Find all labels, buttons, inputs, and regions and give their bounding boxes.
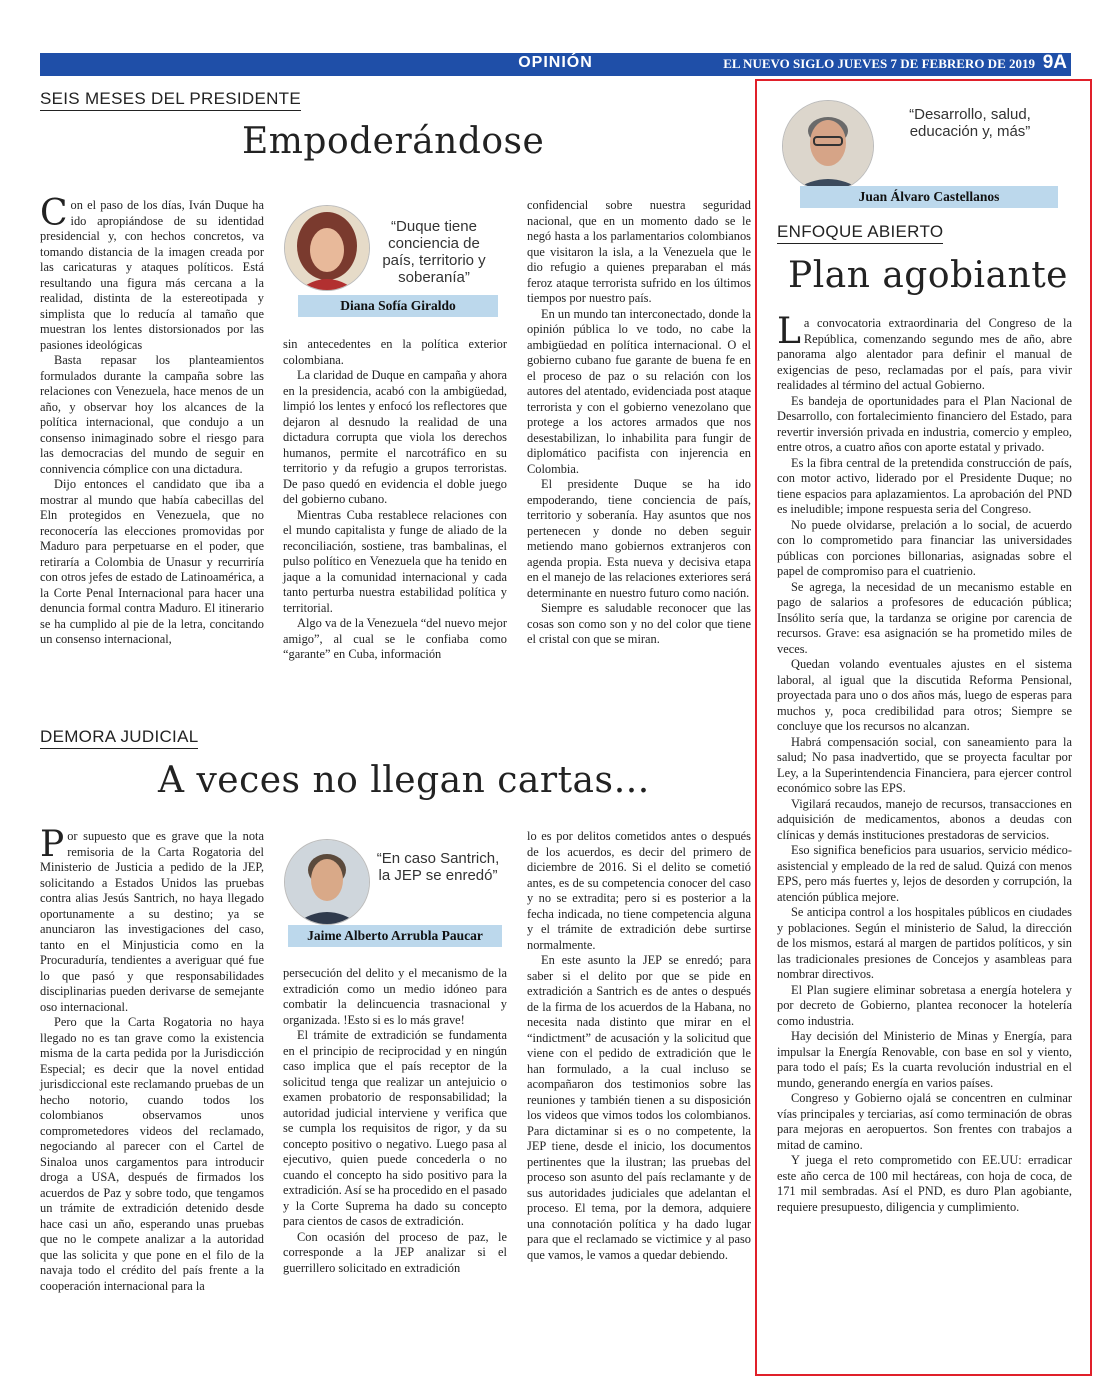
paragraph: persecución del delito y el mecanismo de la extradición como un medio idóneo para combatir la delincuencia trasnacional y organizada. !Esto si es lo más grave! [283,966,507,1027]
paragraph: Basta repasar los planteamientos formulados durante la campaña sobre las relaciones con Venezuela, hace menos de un año, y observar hoy los alcances de la política internacional, que condujo a un consenso inimaginado sobre el riesgo para las democracias del mundo de seguir en connivencia cómplice con una dictadura. [40,353,264,476]
paragraph: lo es por delitos cometidos antes o después de los acuerdos, es decir del primero de diciembre de 2016. Si el delito se cometió antes, es de su competencia conocer del caso y no se extradita; pero si es posterior a la fecha indicada, no tiene competencia alguna y el trámite de extradición debe surtirse normalmente. [527,829,751,952]
paragraph: Siempre es saludable reconocer que las cosas son como son y no del color que tiene el cristal con que se miran. [527,601,751,646]
article3-headline: Plan agobiante [788,255,1068,296]
paragraph: Habrá compensación social, con saneamiento para la salud; No pasa inadvertido, que se proyecta facultar por Ley, a la Superintendencia Financiera, para ejercer control económico sobre las EPS. [777,734,1072,795]
paragraph: Algo va de la Venezuela “del nuevo mejor amigo”, al cual se le confiaba como “garante” en Cuba, información [283,616,507,661]
article2-column-1 [40,824,264,1294]
section-header-bar [40,53,1071,76]
article1-quote-box [284,202,500,318]
article1-kicker: SEIS MESES DEL PRESIDENTE [40,89,301,111]
paragraph: Pero que la Carta Rogatoria no haya llegado no es tan grave como la existencia misma de la carta pedida por la Jurisdicción Especial; es decir que la novel entidad jurisdiccional este reclamando pruebas de un hecho notorio, cuando todos los colombianos observamos unos comprometedores videos del reclamado, negociando al parecer con el Cartel de Sinaloa unos cargamentos para introducir droga a USA, después de firmados los acuerdos de Paz y sobre todo, que tengamos un trámite de extradición detenido desde hace casi un año, esperando unas pruebas que no le compete analizar a la autoridad que las solicita y que pone en el filo de la navaja todo el crédito del país frente a la cooperación internacional para la [40,1015,264,1293]
paragraph: a convocatoria extraordinaria del Congreso de la República, comenzando segundo mes de año, abre panorama algo alentador para definir el manual de exigencias de peso, reclamadas por el país, para vivir realidades al término del actual Gobierno. [777,316,1072,392]
author-photo [782,100,874,192]
author-photo [284,205,370,291]
paragraph: Congreso y Gobierno ojalá se concentren en culminar vías principales y terciarias, así como terminación de obras para mejoras en aeropuertos. Son frentes con trabajos a mitad de camino. [777,1091,1072,1152]
article2-quote-box [284,836,504,948]
article1-column-2 [283,337,507,663]
paragraph: Con ocasión del proceso de paz, le corresponde a la JEP analizar si el guerrillero solicitado en extradición [283,1229,507,1275]
author-name: Diana Sofía Giraldo [298,295,498,317]
article2-kicker: DEMORA JUDICIAL [40,727,198,749]
paragraph: En un mundo tan interconectado, donde la opinión pública lo ve todo, no cabe la ambigüedad en política internacional. O el gobierno cubano fue garante de buena fe en el proceso de paz o su relación con los autores del atentado, evidenciada post ataque terrorista y con el gobierno venezolano que protege a los actores armados que nos desestabilizan, lo inhabilita para fungir de diplomático pacifista con injerencia en Colombia. [527,306,751,476]
pull-quote: “Desarrollo, salud, educación y, más” [909,106,1031,140]
paragraph: Y juega el reto comprometido con EE.UU: erradicar este año cerca de 100 mil hectáreas, con hoja de coca, de 171 mil sembradas. Así el PND, es duro Plan agobiante, requiere presupuesto, diligencia y cumplimiento. [777,1153,1072,1214]
pull-quote: “En caso Santrich, la JEP se enredó” [376,850,500,884]
article2-column-2 [283,966,507,1276]
section-title: OPINIÓN [518,54,593,71]
paragraph: Quedan volando eventuales ajustes en el sistema laboral, al igual que la discutida Reforma Pensional, proyectada para uno o dos años más, luego de esperas para muchos y, poca credibilidad para otros; Siempre se concluye que los recursos no alcanzan. [777,657,1072,733]
paragraph: Es la fibra central de la pretendida construcción de país, con motor activo, liderado por el Presidente Duque; no tiene espacios para aplazamientos. La aprobación del PND es ineludible; impone respuesta seria del Congreso. [777,455,1072,516]
newspaper-date-line: EL NUEVO SIGLO JUEVES 7 DE FEBRERO DE 2019 [723,56,1035,71]
page-number: 9A [1042,52,1067,73]
paragraph: Eso significa beneficios para usuarios, servicio médico-asistencial y empleado de la red de salud. Quizá con menos EPS, pero más fuertes y, lejos de desorden y corrupción, la atención pública mejore. [777,843,1072,904]
paragraph: sin antecedentes en la política exterior colombiana. [283,337,507,367]
paragraph: Se anticipa control a los hospitales públicos en ciudades y poblaciones. Según el ministerio de Salud, la dirección de los mismos, estará al margen de partidos políticos, y sin las tradicionales presiones de Concejos y asambleas para nombrar directivos. [777,905,1072,981]
article3-kicker: ENFOQUE ABIERTO [777,222,943,244]
article1-column-1 [40,193,264,648]
paragraph: El Plan sugiere eliminar sobretasa a energía hotelera y por decreto de Gobierno, plantea reconocer la hotelería como industria. [777,982,1072,1028]
paragraph: Mientras Cuba restablece relaciones con el mundo capitalista y funge de aliado de la reconciliación, sostiene, tras bambalinas, el pulso político en Venezuela que ha tenido en jaque a la comunidad internacional y cada tanto perturba nuestra estabilidad política y territorial. [283,507,507,615]
paragraph: La claridad de Duque en campaña y ahora en la presidencia, acabó con la ambigüedad, limpió los lentes y enfocó los reflectores que dejaron al desnudo la realidad de una dictadura corrupta que viola los derechos humanos, permite el narcotráfico en su territorio y da refugio a grupos terroristas. De paso quedó en evidencia el doble juego del gobierno cubano. [283,368,507,506]
paragraph: El presidente Duque se ha ido empoderando, tiene conciencia de país, territorio y soberanía. Hay asuntos que nos pertenecen y donde no deben seguir metiendo mano gobiernos extranjeros con agenda propia. Esta nueva y decisiva etapa en el manejo de las relaciones exteriores será determinante en nuestro futuro como nación. [527,477,751,600]
author-name: Jaime Alberto Arrubla Paucar [288,925,502,947]
paragraph: confidencial sobre nuestra seguridad nacional, que en un momento dado se le negó hasta a los parlamentarios colombianos que visitaron la isla, a la Venezuela que le dio refugio a quienes preparaban el más feroz ataque terrorista sufrido en los últimos tiempos por nuestro país. [527,198,751,305]
article2-column-3 [527,829,751,1263]
paragraph: or supuesto que es grave que la nota remisoria de la Carta Rogatoria del Ministerio de Justicia a pedido de la JEP, solicitando a Estados Unidos las pruebas contra alias Jesús Santrich, no haya llegado oportunamente a su destino; ya se anunciaron las investigaciones del caso, tanto en el Minjusticia como en la Procuraduría, tendientes a averiguar qué fue lo que pasó y que responsabilidades disciplinarias pueden derivarse de semejante oso internacional. [40,829,264,1014]
paragraph: on el paso de los días, Iván Duque ha ido apropiándose de su identidad presidencial y, con hechos concretos, va tomando distancia de la imagen creada por las caricaturas y ataques políticos. Está resultando una figura más cercana a la realidad, distinta de la estereotipada y simplista que lo reducía al tamaño que muestran los lentes distorsionados por las pasiones ideológicas [40,198,264,352]
paragraph: No puede olvidarse, prelación a lo social, de acuerdo con lo comprometido para financiar las universidades públicas con porciones billonarias, asignadas sobre el papel de compromiso para el cuatrienio. [777,517,1072,578]
author-photo [284,839,370,925]
paragraph: Es bandeja de oportunidades para el Plan Nacional de Desarrollo, con fortalecimiento financiero del Estado, para revertir inversión privada en industria, comercio y empleo, entre otros, a cuatro años con aporte estatal y privado. [777,393,1072,454]
paragraph: El trámite de extradición se fundamenta en el principio de reciprocidad y en ningún caso implica que el país receptor de la solicitud tenga que realizar un antejuicio o examen probatorio de responsabilidad; la autoridad judicial interviene y verifica que se cumpla los requisitos de rigor, y da su concepto positivo o negativo. Luego pasa al ejecutivo, quien puede concederla o no cuando el concepto ha sido positivo para la extradición. Así se ha procedido en el pasado y la Corte Suprema ha dado su concepto para cientos de casos de extradición. [283,1028,507,1228]
paragraph: Vigilará recaudos, manejo de recursos, transacciones en adquisición de medicamentos, abonos a deudas con clínicas y demás instituciones prestadoras de servicios. [777,796,1072,842]
article1-dropcap: C [40,193,68,234]
article2-dropcap: P [40,824,65,865]
article1-headline: Empoderándose [242,121,545,162]
paragraph: Dijo entonces el candidato que iba a mostrar al mundo que había cabecillas del Eln protegidos en Venezuela, que no reconocería las elecciones promovidas por Maduro para perpetuarse en el poder, que retiraría a Colombia de Unasur y recurriría con otros jefes de estado de Latinoamérica, a la Corte Penal Internacional para hacer una denuncia formal contra Maduro. El itinerario se ha cumplido al pie de la letra, concitando un consenso internacional, [40,477,264,646]
article3-dropcap: L [777,311,801,352]
paragraph: Se agrega, la necesidad de un mecanismo estable en pago de salarios a profesores de educación pública; Insólito sería que, la tardanza se origine por carencia de recursos. Grave: esa asignación se ha prometido miles de veces. [777,579,1072,656]
paragraph: Hay decisión del Ministerio de Minas y Energía, para impulsar la Energía Renovable, con base en sol y viento, para todo el país; Es la cuarta revolución industrial en el mundo, generando energía en varios países. [777,1029,1072,1090]
author-name: Juan Álvaro Castellanos [800,186,1058,208]
article3-quote-box [778,96,1058,210]
article2-headline: A veces no llegan cartas… [158,760,650,801]
article3-column [777,311,1072,1215]
paragraph: En este asunto la JEP se enredó; para saber si el delito por que se pide en extradición a Santrich es de antes o después de la firma de los acuerdos de la Habana, no necesita nada distinto que mirar en el “indictment” de acusación y la solicitud que viene con el pedido de extradición que le han formulado, a la cual incluso se acompañaron dos testimonios sobre las reuniones y también tienen a su disposición los videos que vimos todos los colombianos. Para dictaminar si es o no competente, la JEP tiene, desde el inicio, los documentos pertinentes que la ilustran; las pruebas del proceso son asunto del país reclamante y de sus autoridades judiciales que adelantan el proceso. El tema, por la demora, adquiere una connotación política y ha dado lugar para que el reclamado se victimice y al paso que vamos, le vamos a quedar debiendo. [527,953,751,1262]
pull-quote: “Duque tiene conciencia de país, territorio y soberanía” [382,218,486,286]
article1-column-3 [527,198,751,648]
